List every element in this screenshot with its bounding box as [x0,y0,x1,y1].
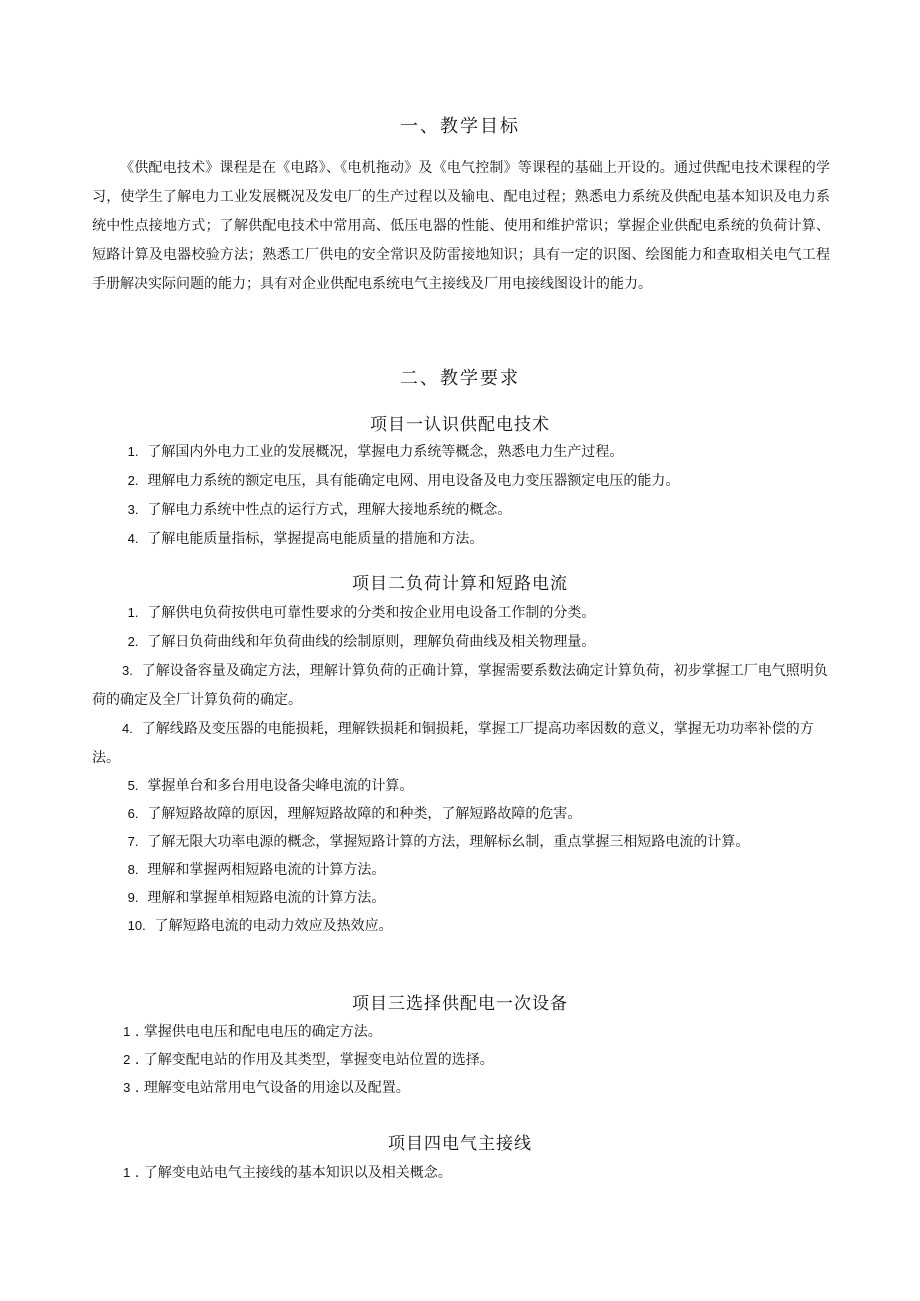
list-item [92,714,830,773]
item-text: 了解电力系统中性点的运行方式，理解大接地系统的概念。 [147,502,512,518]
list-item [92,883,830,913]
item-number: 2. [127,634,139,649]
item-number: 3 [123,1080,131,1095]
item-text: 了解国内外电力工业的发展概况，掌握电力系统等概念，熟悉电力生产过程。 [147,444,624,460]
item-number: 10. [127,918,146,933]
item-number: 2. [127,473,139,488]
project2-title: 项目二负荷计算和短路电流 [352,574,568,594]
list-item [92,495,830,525]
item-number: 1. [127,605,139,620]
item-text: 掌握单台和多台用电设备尖峰电流的计算。 [147,778,414,794]
item-number: 4. [127,531,139,546]
project1-title: 项目一认识供配电技术 [370,415,550,435]
item-number: 6. [127,806,139,821]
item-text: 了解短路电流的电动力效应及热效应。 [154,918,393,934]
item-text: 理解和掌握单相短路电流的计算方法。 [147,890,386,906]
list-item [92,437,830,467]
item-number: 7. [127,834,139,849]
list-item [92,524,830,554]
project3-title: 项目三选择供配电一次设备 [352,994,568,1014]
list-item [92,799,830,829]
list-item [92,598,830,628]
item-text: 了解供电负荷按供电可靠性要求的分类和按企业用电设备工作制的分类。 [147,605,596,621]
list-item [92,1045,830,1075]
item-text: . 了解变电站电气主接线的基本知识以及相关概念。 [134,1165,452,1181]
list-item [92,627,830,657]
item-text: 了解线路及变压器的电能损耗，理解铁损耗和铜损耗，掌握工厂提高功率因数的意义，掌握无功功率补偿的方法。 [92,721,814,766]
section2-title: 二、教学要求 [400,368,520,389]
item-number: 3. [122,663,133,678]
list-item [92,466,830,496]
item-text: 了解短路故障的原因，理解短路故障的和种类，了解短路故障的危害。 [147,806,582,822]
item-text: 了解设备容量及确定方法，理解计算负荷的正确计算，掌握需要系数法确定计算负荷，初步掌握工厂电气照明负荷的确定及全厂计算负荷的确定。 [92,663,828,708]
item-text: . 理解变电站常用电气设备的用途以及配置。 [134,1080,410,1096]
item-number: 2 [123,1052,131,1067]
item-text: . 掌握供电电压和配电电压的确定方法。 [134,1024,382,1040]
list-item [92,827,830,857]
list-item [92,656,830,715]
item-text: 了解日负荷曲线和年负荷曲线的绘制原则，理解负荷曲线及相关物理量。 [147,634,596,650]
section1-paragraph: 《供配电技术》课程是在《电路》、《电机拖动》及《电气控制》等课程的基础上开设的。通过供配电技术课程的学习，使学生了解电力工业发展概况及发电厂的生产过程以及输电、配电过程；熟悉电力系统及供配电基本知识及电力系统中性点接地方式；了解供配电技术中常用高、低压电器的性能、使用和维护常识；掌握企业供配电系统的负荷计算、短路计算及电器校验方法；熟悉工厂供电的安全常识及防雷接地知识；具有一定的识图、绘图能力和查取相关电气工程手册解决实际问题的能力；具有对企业供配电系统电气主接线及厂用电接线图设计的能力。 [92,160,830,292]
item-text: 了解无限大功率电源的概念，掌握短路计算的方法，理解标幺制，重点掌握三相短路电流的计算。 [147,834,750,850]
item-number: 3. [127,502,139,517]
list-item [92,771,830,801]
item-number: 1 [123,1165,131,1180]
section1-title: 一、教学目标 [400,116,520,137]
project4-title: 项目四电气主接线 [388,1134,532,1154]
item-text: . 了解变配电站的作用及其类型，掌握变电站位置的选择。 [134,1052,494,1068]
item-number: 9. [127,890,139,905]
item-text: 了解电能质量指标，掌握提高电能质量的措施和方法。 [147,531,484,547]
list-item [92,1017,830,1047]
item-number: 1 [123,1024,131,1039]
item-number: 5. [127,778,139,793]
item-text: 理解和掌握两相短路电流的计算方法。 [147,862,386,878]
item-text: 理解电力系统的额定电压，具有能确定电网、用电设备及电力变压器额定电压的能力。 [147,473,680,489]
list-item [92,1158,830,1188]
item-number: 1. [127,444,139,459]
list-item [92,1073,830,1103]
list-item [92,911,830,941]
list-item [92,855,830,885]
item-number: 4. [122,721,133,736]
item-number: 8. [127,862,139,877]
